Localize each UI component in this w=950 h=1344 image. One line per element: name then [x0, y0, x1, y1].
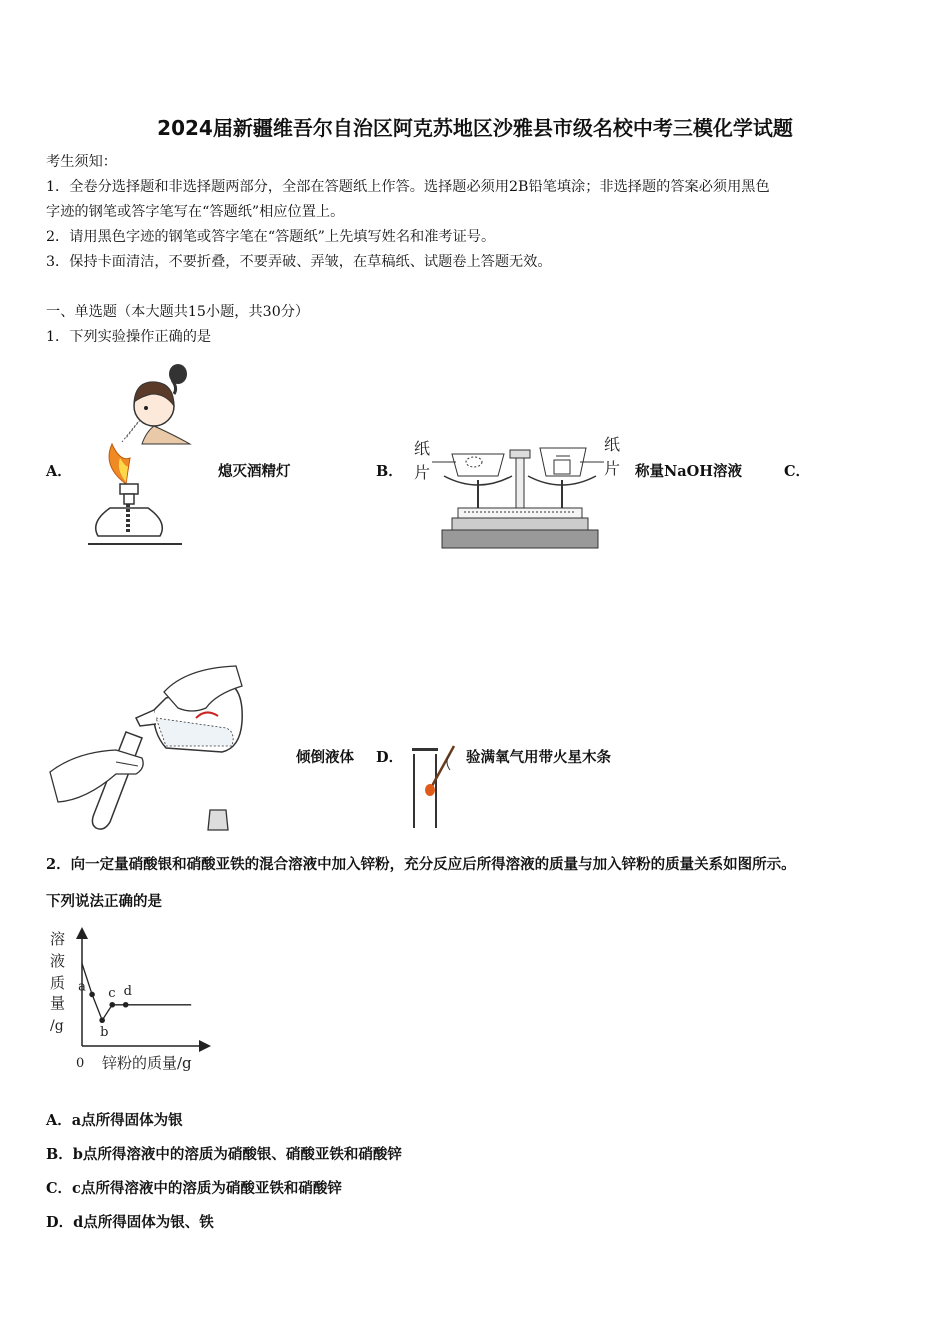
notice-heading: 考生须知：: [46, 154, 117, 170]
chart-point-a: [89, 992, 95, 998]
option-d-caption: 验满氧气用带火星木条: [466, 749, 611, 766]
option-a-letter: A．: [46, 463, 72, 480]
notice-item-1: 1．全卷分选择题和非选择题两部分，全部在答题纸上作答。选择题必须用2B铅笔填涂；非选择题的答案必须用黑色: [46, 179, 770, 195]
q2-option-b: B．b点所得溶液中的溶质为硝酸银、硝酸亚铁和硝酸锌: [46, 1146, 402, 1163]
notice-item-2: 2．请用黑色字迹的钢笔或答字笔在“答题纸”上先填写姓名和准考证号。: [46, 229, 496, 245]
chart-point-label-d: d: [123, 983, 133, 999]
option-c-letter: C．: [784, 463, 811, 480]
svg-text:片: 片: [604, 459, 621, 478]
paper-label-right: 纸: [604, 435, 621, 454]
q2-option-a: A．a点所得固体为银: [46, 1112, 183, 1129]
solution-mass-chart: [46, 922, 216, 1082]
chart-ylabel-1: 溶: [50, 930, 66, 948]
section-heading: 一、单选题（本大题共15小题，共30分）: [46, 304, 310, 320]
chart-ylabel-3: 质: [50, 974, 66, 992]
option-d-letter: D．: [376, 749, 404, 766]
chart-point-label-c: c: [108, 985, 116, 1001]
chart-point-label-b: b: [100, 1025, 109, 1041]
pouring-liquid-illustration: [46, 662, 246, 834]
notice-item-1-cont: 字迹的钢笔或答字笔写在“答题纸”相应位置上。: [46, 204, 345, 220]
question-2-stem-2: 下列说法正确的是: [46, 893, 162, 910]
notice-item-3: 3．保持卡面清洁，不要折叠，不要弄破、弄皱，在草稿纸、试题卷上答题无效。: [46, 254, 552, 270]
chart-ylabel-2: 液: [50, 952, 66, 970]
option-c-caption: 倾倒液体: [296, 749, 354, 766]
chart-ylabel-4: 量: [50, 994, 66, 1012]
chart-point-b: [99, 1017, 105, 1023]
chart-ylabel-5: /g: [50, 1018, 64, 1034]
chart-xlabel: 锌粉的质量/g: [102, 1054, 192, 1072]
chart-series-line: [82, 964, 191, 1021]
chart-origin: 0: [76, 1056, 85, 1071]
question-1-stem: 1．下列实验操作正确的是: [46, 329, 212, 345]
paper-label-left: 纸: [414, 439, 431, 458]
chart-point-d: [123, 1002, 129, 1008]
option-a-caption: 熄灭酒精灯: [218, 463, 291, 480]
chart-point-c: [109, 1002, 115, 1008]
oxygen-test-illustration: [404, 740, 460, 832]
page-title: 2024届新疆维吾尔自治区阿克苏地区沙雅县市级名校中考三模化学试题: [157, 116, 793, 140]
question-2-stem: 2．向一定量硝酸银和硝酸亚铁的混合溶液中加入锌粉，充分反应后所得溶液的质量与加入锌粉的质量关系如图所示。: [46, 856, 796, 873]
q2-option-d: D．d点所得固体为银、铁: [46, 1214, 214, 1231]
blowing-lamp-illustration: [82, 358, 202, 550]
option-b-caption: 称量NaOH溶液: [635, 463, 742, 480]
q2-option-c: C．c点所得溶液中的溶质为硝酸亚铁和硝酸锌: [46, 1180, 342, 1197]
balance-illustration: [408, 432, 634, 552]
svg-text:片: 片: [414, 463, 431, 482]
chart-point-label-a: a: [78, 979, 86, 995]
option-b-letter: B．: [376, 463, 403, 480]
